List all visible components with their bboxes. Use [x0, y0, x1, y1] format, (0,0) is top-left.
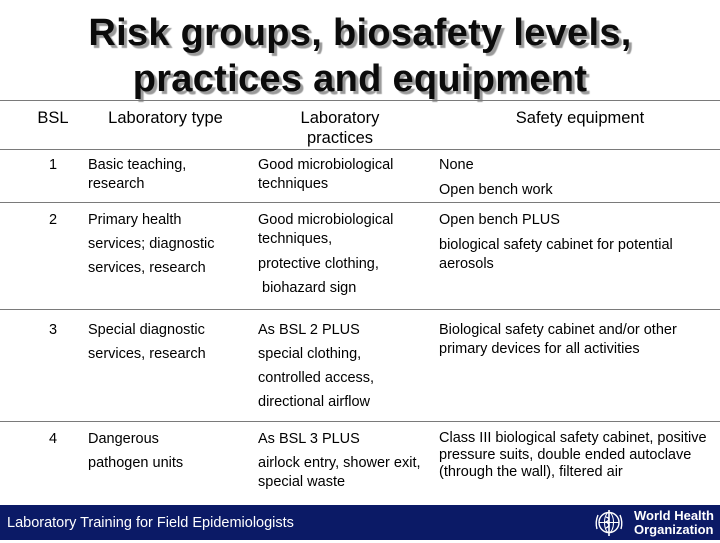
- cell-line: Class III biological safety cabinet, positive pressure suits, double ended autoclave (through the wall), filtered air: [439, 430, 707, 480]
- cell-line: As BSL 3 PLUS: [258, 431, 360, 447]
- cell-practices: [258, 211, 428, 298]
- cell-line: Open bench work: [439, 182, 553, 198]
- who-emblem-icon: [592, 507, 626, 538]
- cell-line: techniques: [258, 176, 329, 192]
- cell-line: Special diagnostic: [88, 322, 205, 338]
- title-line-2: practices and equipment: [132, 58, 588, 100]
- cell-equipment: [439, 430, 709, 481]
- who-wordmark: [634, 509, 714, 537]
- cell-equipment: [439, 321, 709, 359]
- cell-line: biohazard sign: [262, 280, 357, 296]
- cell-lab-type: [88, 211, 248, 278]
- who-line-2: Organization: [634, 522, 714, 537]
- cell-equipment: [439, 156, 709, 200]
- cell-line: Biological safety cabinet and/or other primary devices for all activities: [439, 322, 677, 357]
- cell-line: pathogen units: [88, 455, 184, 471]
- cell-line: techniques,: [258, 231, 333, 247]
- cell-line: services; diagnostic: [88, 236, 215, 252]
- cell-line: protective clothing,: [258, 256, 379, 272]
- footer-title: Laboratory Training for Field Epidemiologists: [7, 515, 294, 531]
- cell-practices: [258, 156, 428, 194]
- who-logo: [592, 507, 720, 538]
- cell-line: services, research: [88, 346, 206, 362]
- cell-practices: [258, 430, 428, 492]
- title-line-1: Risk groups, biosafety levels,: [88, 12, 632, 54]
- cell-line: Basic teaching,: [88, 157, 187, 173]
- cell-line: special clothing,: [258, 346, 362, 362]
- header-bsl: BSL: [37, 109, 69, 127]
- cell-bsl: 4: [49, 431, 58, 447]
- cell-bsl: 2: [49, 212, 58, 228]
- who-line-1: World Health: [634, 508, 714, 523]
- header-divider-rule: [0, 149, 720, 150]
- cell-line: Good microbiological: [258, 212, 394, 228]
- cell-line: Good microbiological: [258, 157, 394, 173]
- cell-line: Primary health: [88, 212, 182, 228]
- header-lab-practices: [255, 108, 425, 148]
- header-lab-practices-line-2: practices: [306, 129, 374, 147]
- cell-practices: [258, 321, 428, 412]
- header-safety-equipment: Safety equipment: [515, 109, 645, 127]
- cell-line: Dangerous: [88, 431, 159, 447]
- cell-bsl: 3: [49, 322, 58, 338]
- page-title: [0, 10, 720, 102]
- row-divider-rule: [0, 202, 720, 203]
- cell-equipment: [439, 211, 709, 274]
- cell-line: directional airflow: [258, 394, 371, 410]
- cell-lab-type: [88, 430, 248, 473]
- cell-lab-type: [88, 156, 248, 194]
- cell-line: As BSL 2 PLUS: [258, 322, 360, 338]
- cell-line: biological safety cabinet for potential aerosols: [439, 237, 673, 272]
- cell-line: research: [88, 176, 145, 192]
- cell-line: Open bench PLUS: [439, 212, 560, 228]
- cell-line: airlock entry, shower exit, special waste: [258, 455, 421, 490]
- cell-line: services, research: [88, 260, 206, 276]
- header-lab-type: Laboratory type: [108, 109, 223, 127]
- cell-line: controlled access,: [258, 370, 375, 386]
- header-lab-practices-line-1: Laboratory: [300, 109, 380, 127]
- row-divider-rule: [0, 309, 720, 310]
- table-top-rule: [0, 100, 720, 101]
- row-divider-rule: [0, 421, 720, 422]
- cell-lab-type: [88, 321, 248, 364]
- footer-bar: [0, 505, 720, 540]
- cell-bsl: 1: [49, 157, 58, 173]
- cell-line: None: [439, 157, 474, 173]
